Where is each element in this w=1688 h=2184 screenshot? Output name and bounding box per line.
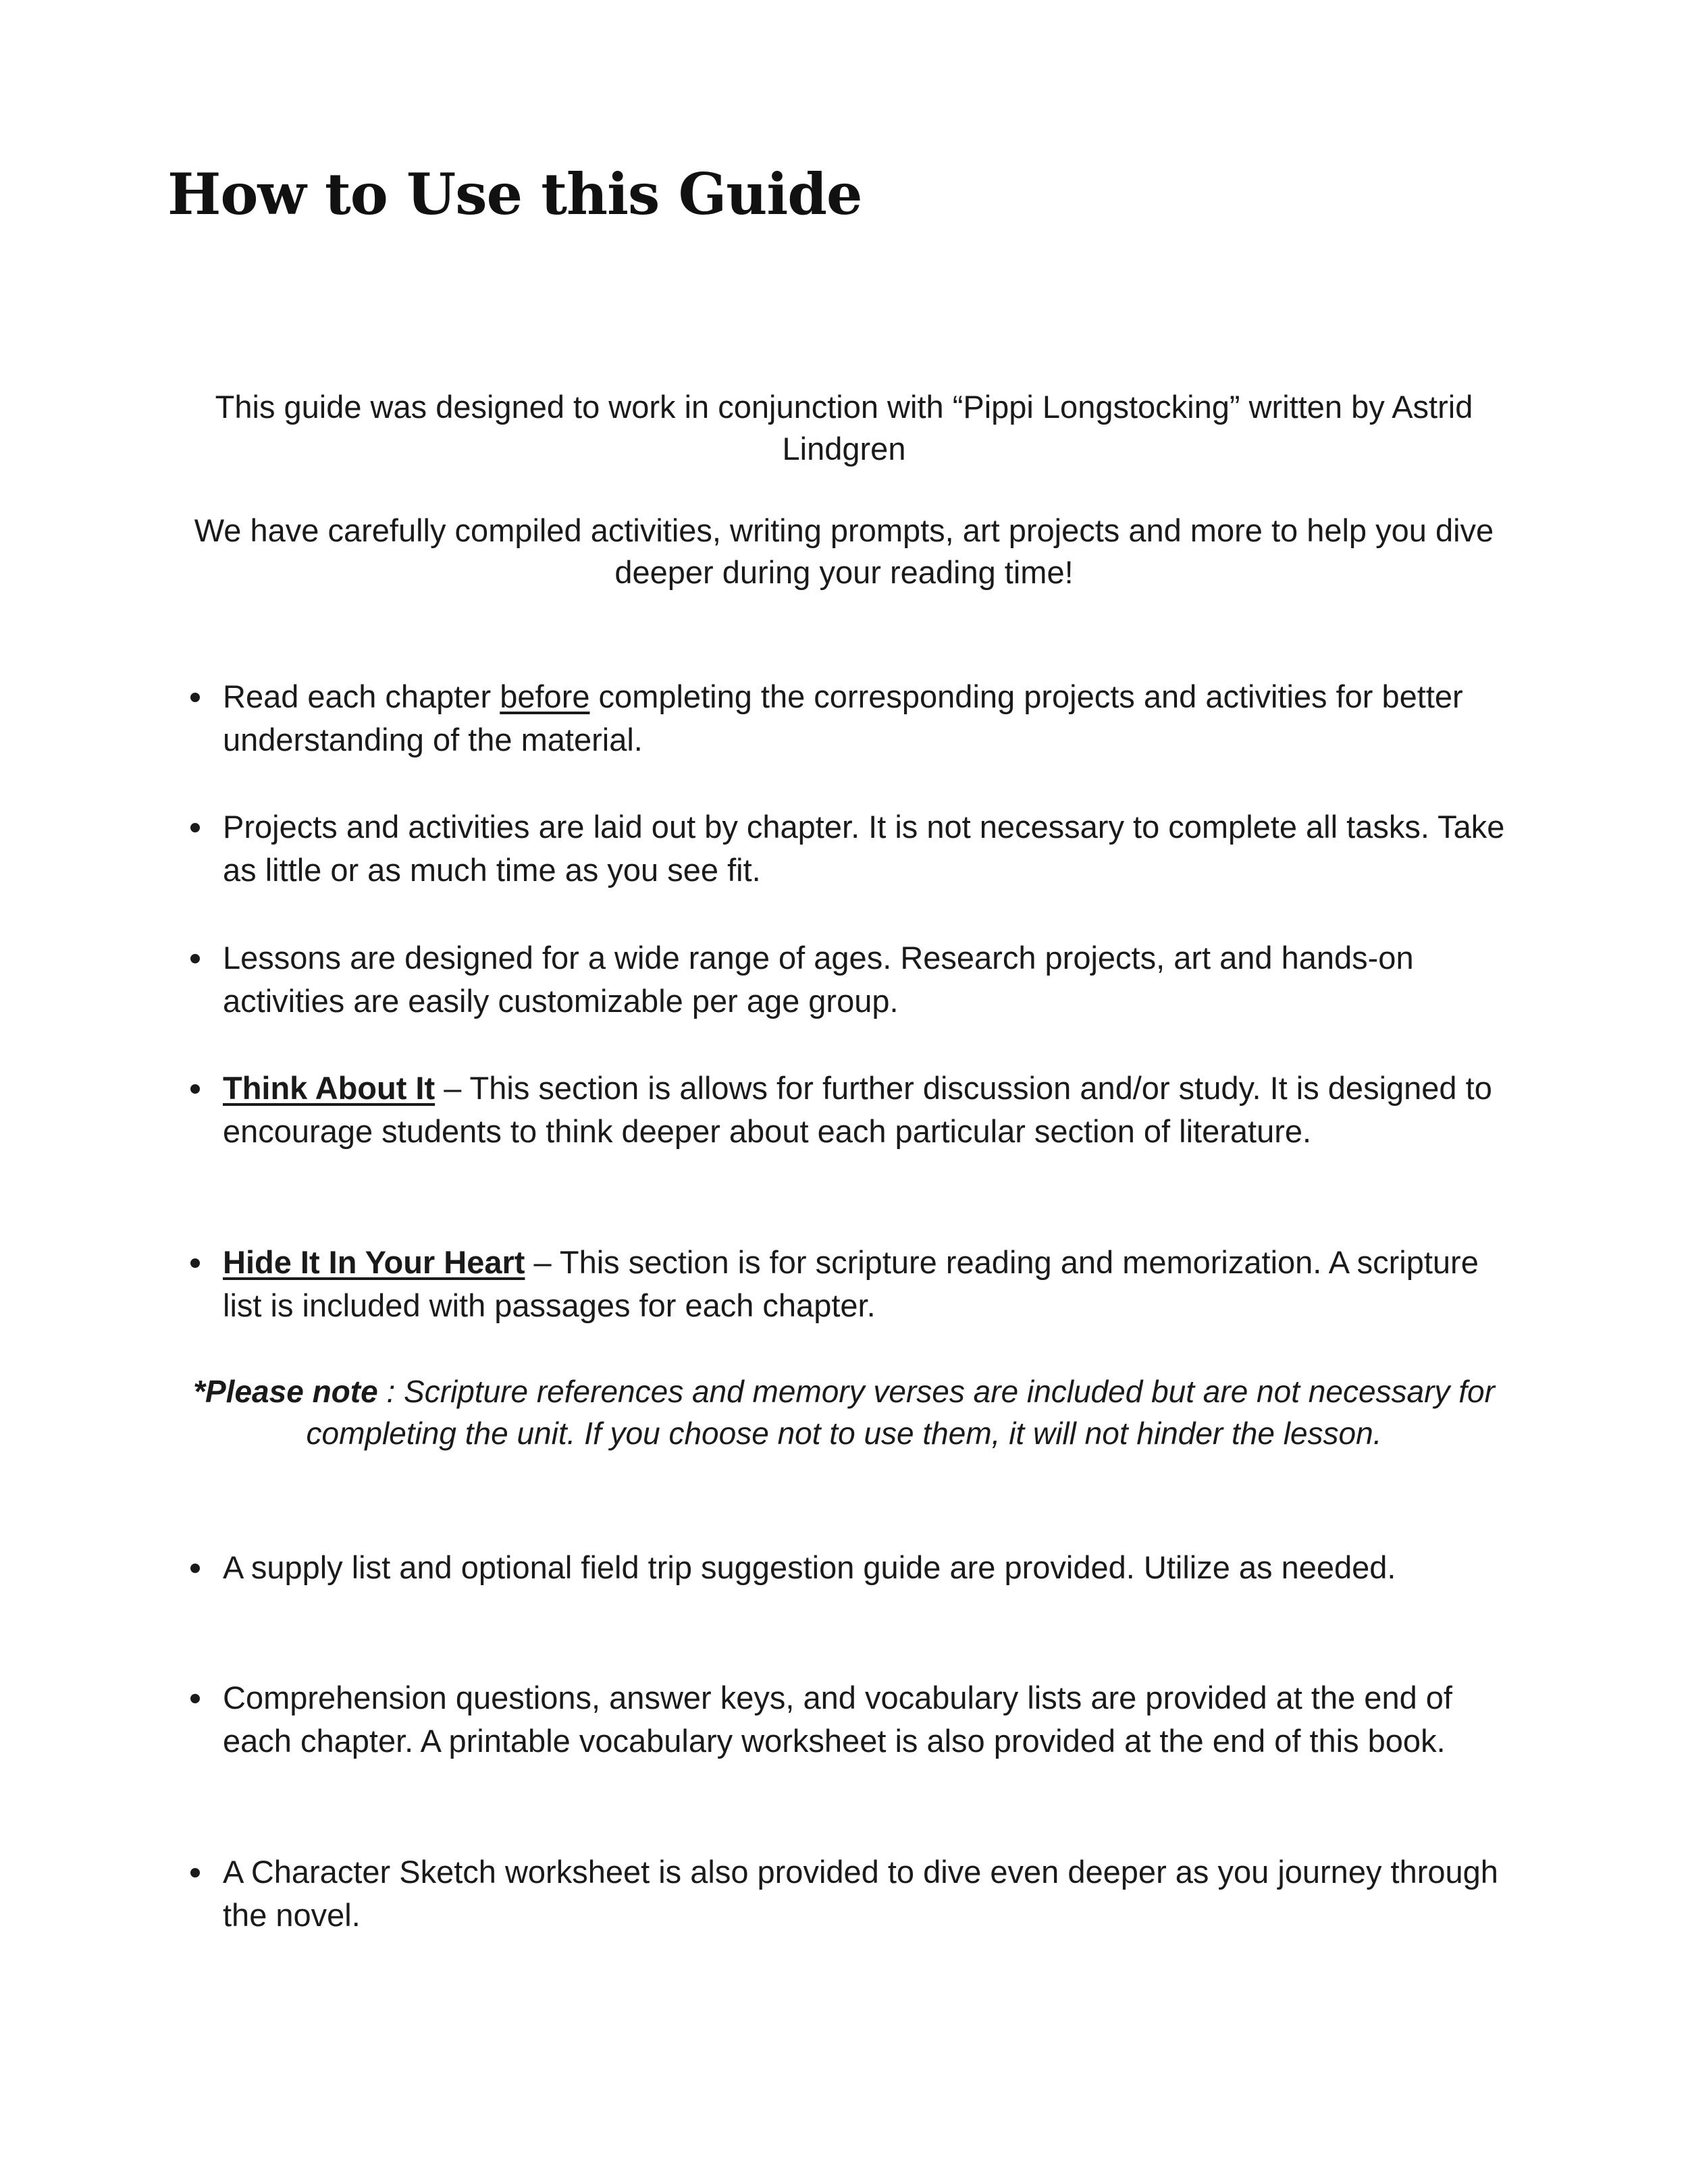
section-label-hide-it-in-your-heart: Hide It In Your Heart — [223, 1244, 525, 1280]
bullet-icon — [190, 954, 200, 963]
list-item-text: Comprehension questions, answer keys, and vocabulary lists are provided at the end of each chapter. A printable vocabulary worksheet is also provided at the end of this book. — [223, 1680, 1452, 1759]
list-item-text: A supply list and optional field trip suggestion guide are provided. Utilize as needed. — [223, 1549, 1396, 1585]
intro-paragraph-2: We have carefully compiled activities, writing prompts, art projects and more to help you dive deeper during your reading time! — [194, 512, 1494, 590]
list-item — [223, 1241, 1526, 1327]
list-item — [223, 675, 1526, 762]
list-item-text: – This section is for scripture reading and memorization. A scripture list is included with passages for each chapter. — [223, 1244, 1479, 1323]
list-item-text: Projects and activities are laid out by chapter. It is not necessary to complete all tasks. Take as little or as much time as you see fit. — [223, 809, 1505, 888]
list-item-text: completing the corresponding projects and activities for better understanding of the material. — [223, 678, 1463, 757]
emphasis-before: before — [500, 678, 590, 714]
list-item-text: Lessons are designed for a wide range of ages. Research projects, art and hands-on activities are easily customizable per age group. — [223, 940, 1414, 1019]
bullet-icon — [190, 823, 200, 832]
bullet-icon — [190, 693, 200, 702]
intro-paragraph-1: This guide was designed to work in conjunction with “Pippi Longstocking” written by Astrid Lindgren — [215, 389, 1473, 467]
list-item — [223, 805, 1526, 892]
list-item-text: A Character Sketch worksheet is also provided to dive even deeper as you journey through the novel. — [223, 1854, 1498, 1933]
page-title: How to Use this Guide — [167, 161, 862, 228]
list-item — [223, 1676, 1526, 1763]
bullet-icon — [190, 1868, 200, 1877]
bullet-icon — [190, 1258, 200, 1268]
note-label: *Please note — [193, 1374, 378, 1409]
list-item-text: Read each chapter — [223, 678, 500, 714]
list-item — [223, 936, 1526, 1023]
list-item — [223, 1850, 1526, 1937]
please-note — [162, 1370, 1526, 1454]
bullet-icon — [190, 1694, 200, 1703]
list-item — [223, 1546, 1526, 1589]
bullet-icon — [190, 1084, 200, 1094]
list-item — [223, 1067, 1526, 1153]
note-text: : Scripture references and memory verses are included but are not necessary for completing the unit. If you choose not to use them, it will not hinder the lesson. — [306, 1374, 1495, 1451]
list-item-text: – This section is allows for further discussion and/or study. It is designed to encourage students to think deeper about each particular section of literature. — [223, 1070, 1492, 1149]
bullet-icon — [190, 1564, 200, 1573]
section-label-think-about-it: Think About It — [223, 1070, 436, 1106]
